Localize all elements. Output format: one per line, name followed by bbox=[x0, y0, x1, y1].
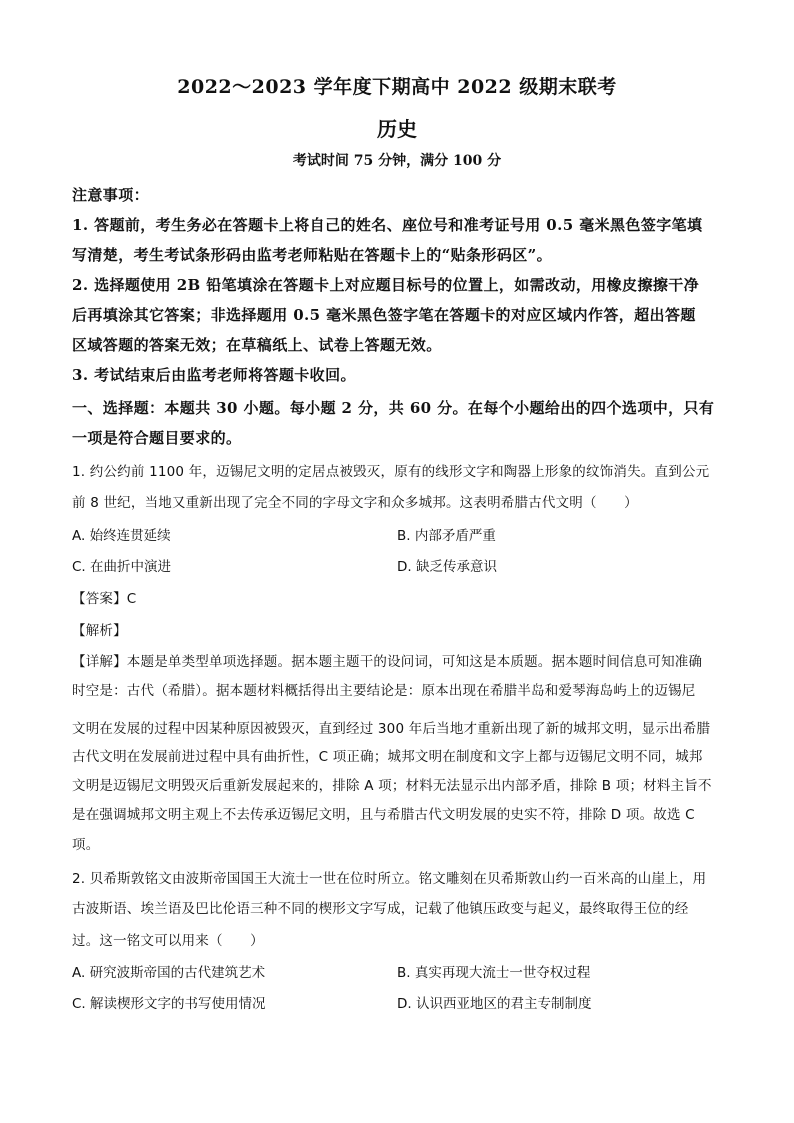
notice-line: 3. 考试结束后由监考老师将答题卡收回。 bbox=[72, 366, 356, 384]
q1-analysis-line: 文明是迈锡尼文明毁灭后重新发展起来的，排除 A 项；材料无法显示出内部矛盾，排除 B 项；材料主旨不 bbox=[72, 778, 712, 794]
q1-stem: 1. 约公约前 1100 年，迈锡尼文明的定居点被毁灭，原有的线形文字和陶器上形象的纹饰消失。直到公元 bbox=[72, 464, 710, 480]
q1-option-b: B. 内部矛盾严重 bbox=[397, 528, 496, 544]
q1-analysis-line: 是在强调城邦文明主观上不去传承迈锡尼文明，且与希腊古代文明发展的史实不符，排除 D 项。故选 C bbox=[72, 807, 695, 823]
section-heading: 一、选择题：本题共 30 小题。每小题 2 分，共 60 分。在每个小题给出的四个选项中，只有 bbox=[72, 399, 715, 417]
q1-analysis-line: 【详解】本题是单类型单项选择题。据本题主题干的设问词，可知这是本质题。据本题时间信息可知准确 bbox=[72, 654, 703, 670]
subject-title: 历史 bbox=[377, 117, 417, 141]
q1-analysis-line: 古代文明在发展前进过程中具有曲折性，C 项正确；城邦文明在制度和文字上都与迈锡尼文明不同，城邦 bbox=[72, 749, 703, 765]
section-heading: 一项是符合题目要求的。 bbox=[72, 429, 242, 447]
notice-line: 后再填涂其它答案；非选择题用 0.5 毫米黑色签字笔在答题卡的对应区域内作答，超出答题 bbox=[72, 306, 696, 324]
q2-stem: 过。这一铭文可以用来（ ） bbox=[72, 933, 264, 949]
q2-option-c: C. 解读楔形文字的书写使用情况 bbox=[72, 996, 266, 1012]
exam-title: 2022～2023 学年度下期高中 2022 级期末联考 bbox=[177, 76, 617, 98]
q1-option-c: C. 在曲折中演进 bbox=[72, 559, 172, 575]
q2-option-b: B. 真实再现大流士一世夺权过程 bbox=[397, 965, 591, 981]
q1-analysis-line: 项。 bbox=[72, 837, 100, 853]
notice-line: 区域答题的答案无效；在草稿纸上、试卷上答题无效。 bbox=[72, 336, 442, 354]
q1-stem: 前 8 世纪，当地又重新出现了完全不同的字母文字和众多城邦。这表明希腊古代文明（ ） bbox=[72, 495, 638, 511]
q2-option-d: D. 认识西亚地区的君主专制制度 bbox=[397, 996, 592, 1012]
q1-option-a: A. 始终连贯延续 bbox=[72, 528, 171, 544]
notice-line: 1. 答题前，考生务必在答题卡上将自己的姓名、座位号和准考证号用 0.5 毫米黑色签字笔填 bbox=[72, 216, 703, 234]
q1-option-d: D. 缺乏传承意识 bbox=[397, 559, 497, 575]
notice-heading: 注意事项： bbox=[72, 186, 150, 204]
notice-line: 2. 选择题使用 2B 铅笔填涂在答题卡上对应题目标号的位置上，如需改动，用橡皮擦擦干净 bbox=[72, 276, 700, 294]
exam-info: 考试时间 75 分钟，满分 100 分 bbox=[292, 153, 502, 169]
q2-stem: 2. 贝希斯敦铭文由波斯帝国国王大流士一世在位时所立。铭文雕刻在贝希斯敦山约一百米高的山崖上，用 bbox=[72, 871, 707, 887]
q1-analysis-line: 文明在发展的过程中因某种原因被毁灭，直到经过 300 年后当地才重新出现了新的城邦文明，显示出希腊 bbox=[72, 721, 711, 737]
q1-answer: 【答案】C bbox=[72, 591, 137, 607]
q2-option-a: A. 研究波斯帝国的古代建筑艺术 bbox=[72, 965, 266, 981]
q1-analysis-line: 时空是：古代（希腊）。据本题材料概括得出主要结论是：原本出现在希腊半岛和爱琴海岛屿上的迈锡尼 bbox=[72, 683, 696, 699]
notice-line: 写清楚，考生考试条形码由监考老师粘贴在答题卡上的“贴条形码区”。 bbox=[72, 246, 553, 264]
q2-stem: 古波斯语、埃兰语及巴比伦语三种不同的楔形文字写成，记载了他镇压政变与起义，最终取得王位的经 bbox=[72, 901, 689, 917]
q1-analysis-heading: 【解析】 bbox=[72, 623, 127, 639]
